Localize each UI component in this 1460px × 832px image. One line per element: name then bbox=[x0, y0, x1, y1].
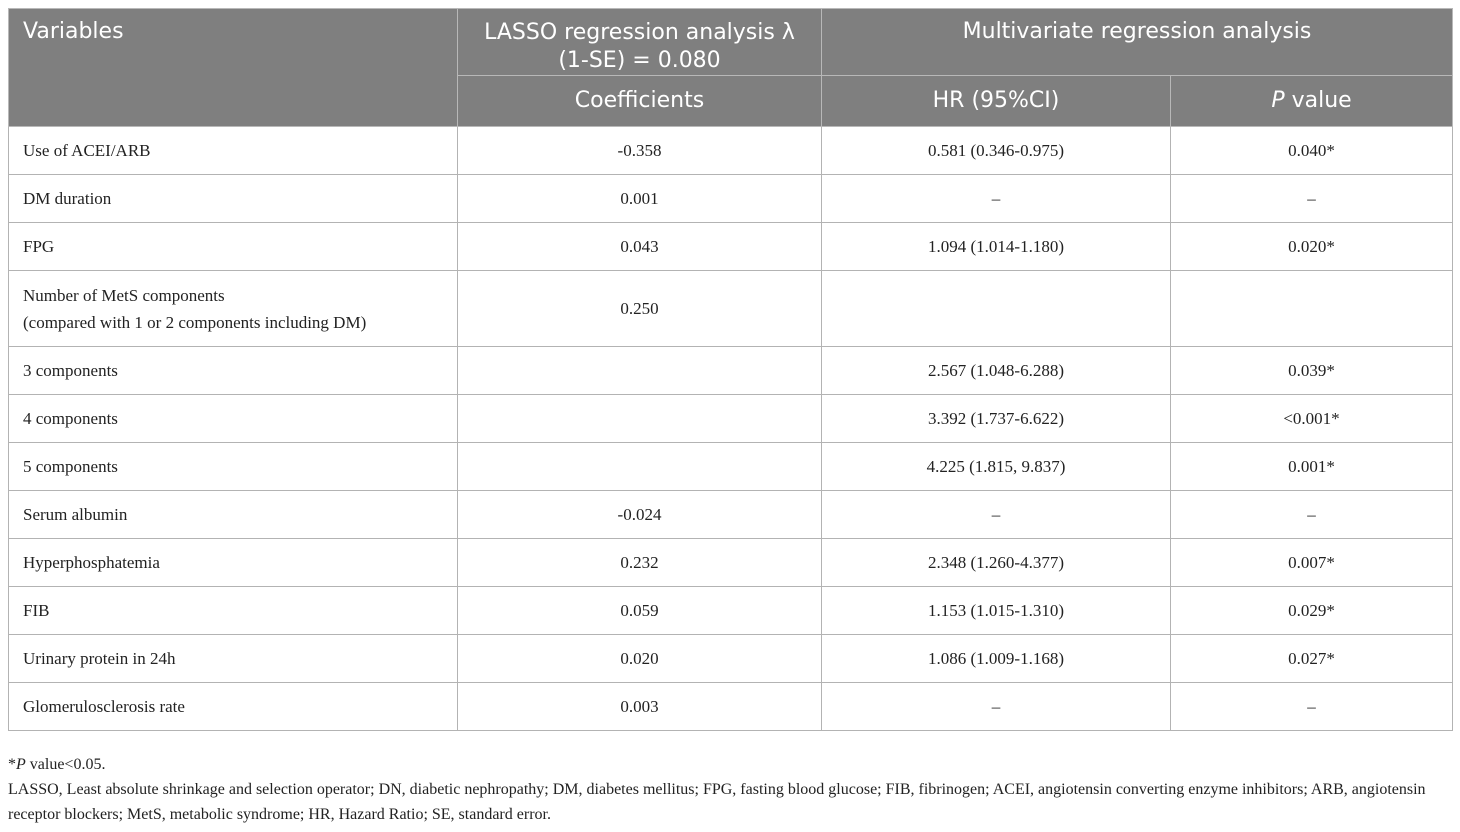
table-body bbox=[9, 127, 1453, 731]
abbreviations-footnote: LASSO, Least absolute shrinkage and selection operator; DN, diabetic nephropathy; DM, diabetes mellitus; FPG, fasting blood glucose; FIB, fibrinogen; ACEI, angiotensin converting enzyme inhibitors; ARB, angiotensin receptor blockers; MetS, metabolic syndrome; HR, Hazard Ratio; SE, standard error. bbox=[8, 781, 1426, 823]
cell-coefficient: 0.001 bbox=[458, 175, 822, 223]
cell-hr bbox=[822, 271, 1171, 347]
cell-coefficient: 0.250 bbox=[458, 271, 822, 347]
table-row bbox=[9, 443, 1453, 491]
cell-p-value: 0.007* bbox=[1171, 539, 1453, 587]
header-hr: HR (95%CI) bbox=[822, 76, 1171, 127]
table-row bbox=[9, 587, 1453, 635]
cell-p-value: 0.039* bbox=[1171, 347, 1453, 395]
header-variables: Variables bbox=[9, 9, 458, 127]
cell-variable: FPG bbox=[9, 223, 458, 271]
header-p-italic: P bbox=[1271, 88, 1285, 113]
header-p-value bbox=[1171, 76, 1453, 127]
header-p-rest: value bbox=[1284, 88, 1352, 113]
cell-variable: Glomerulosclerosis rate bbox=[9, 683, 458, 731]
cell-coefficient: -0.024 bbox=[458, 491, 822, 539]
cell-coefficient bbox=[458, 443, 822, 491]
table-header bbox=[9, 9, 1453, 127]
table-row bbox=[9, 127, 1453, 175]
footnote-star: * bbox=[8, 756, 16, 773]
cell-variable: Serum albumin bbox=[9, 491, 458, 539]
table-row bbox=[9, 347, 1453, 395]
cell-variable-line2: (compared with 1 or 2 components including DM) bbox=[23, 312, 367, 332]
cell-hr: 1.153 (1.015-1.310) bbox=[822, 587, 1171, 635]
cell-p-value: 0.029* bbox=[1171, 587, 1453, 635]
cell-variable: Urinary protein in 24h bbox=[9, 635, 458, 683]
cell-coefficient: 0.059 bbox=[458, 587, 822, 635]
cell-p-value: 0.001* bbox=[1171, 443, 1453, 491]
table-row bbox=[9, 223, 1453, 271]
cell-hr: – bbox=[822, 491, 1171, 539]
cell-coefficient bbox=[458, 347, 822, 395]
table-row bbox=[9, 683, 1453, 731]
table-row bbox=[9, 175, 1453, 223]
cell-p-value: 0.040* bbox=[1171, 127, 1453, 175]
header-multivariate: Multivariate regression analysis bbox=[822, 9, 1453, 76]
cell-coefficient: 0.043 bbox=[458, 223, 822, 271]
table-row bbox=[9, 491, 1453, 539]
table-row bbox=[9, 539, 1453, 587]
header-lasso-line1: LASSO regression analysis λ bbox=[484, 20, 795, 45]
footnote-p-italic: P bbox=[16, 756, 26, 773]
cell-variable: 5 components bbox=[9, 443, 458, 491]
table-row bbox=[9, 635, 1453, 683]
table-row bbox=[9, 271, 1453, 347]
cell-hr: – bbox=[822, 175, 1171, 223]
cell-variable bbox=[9, 271, 458, 347]
cell-coefficient: 0.020 bbox=[458, 635, 822, 683]
header-lasso-line2: (1-SE) = 0.080 bbox=[558, 48, 721, 73]
cell-hr: 1.086 (1.009-1.168) bbox=[822, 635, 1171, 683]
cell-p-value: – bbox=[1171, 683, 1453, 731]
regression-table bbox=[8, 8, 1453, 731]
header-coefficients: Coefficients bbox=[458, 76, 822, 127]
regression-table-container bbox=[8, 8, 1452, 731]
cell-hr: 0.581 (0.346-0.975) bbox=[822, 127, 1171, 175]
significance-footnote bbox=[8, 752, 1454, 777]
cell-coefficient: 0.003 bbox=[458, 683, 822, 731]
cell-variable: 4 components bbox=[9, 395, 458, 443]
cell-p-value: – bbox=[1171, 175, 1453, 223]
cell-p-value: – bbox=[1171, 491, 1453, 539]
cell-p-value: 0.027* bbox=[1171, 635, 1453, 683]
header-lasso bbox=[458, 9, 822, 76]
cell-p-value: <0.001* bbox=[1171, 395, 1453, 443]
cell-coefficient: 0.232 bbox=[458, 539, 822, 587]
cell-coefficient: -0.358 bbox=[458, 127, 822, 175]
cell-variable: DM duration bbox=[9, 175, 458, 223]
cell-variable-line1: Number of MetS components bbox=[23, 285, 225, 305]
footnote-sig-rest: value<0.05. bbox=[25, 756, 106, 773]
cell-variable: FIB bbox=[9, 587, 458, 635]
cell-p-value: 0.020* bbox=[1171, 223, 1453, 271]
cell-hr: 3.392 (1.737-6.622) bbox=[822, 395, 1171, 443]
cell-variable: Hyperphosphatemia bbox=[9, 539, 458, 587]
cell-coefficient bbox=[458, 395, 822, 443]
cell-hr: 1.094 (1.014-1.180) bbox=[822, 223, 1171, 271]
cell-hr: – bbox=[822, 683, 1171, 731]
table-row bbox=[9, 395, 1453, 443]
cell-variable: 3 components bbox=[9, 347, 458, 395]
cell-hr: 2.567 (1.048-6.288) bbox=[822, 347, 1171, 395]
table-footnotes bbox=[8, 752, 1454, 827]
cell-hr: 4.225 (1.815, 9.837) bbox=[822, 443, 1171, 491]
cell-variable: Use of ACEI/ARB bbox=[9, 127, 458, 175]
cell-p-value bbox=[1171, 271, 1453, 347]
cell-hr: 2.348 (1.260-4.377) bbox=[822, 539, 1171, 587]
